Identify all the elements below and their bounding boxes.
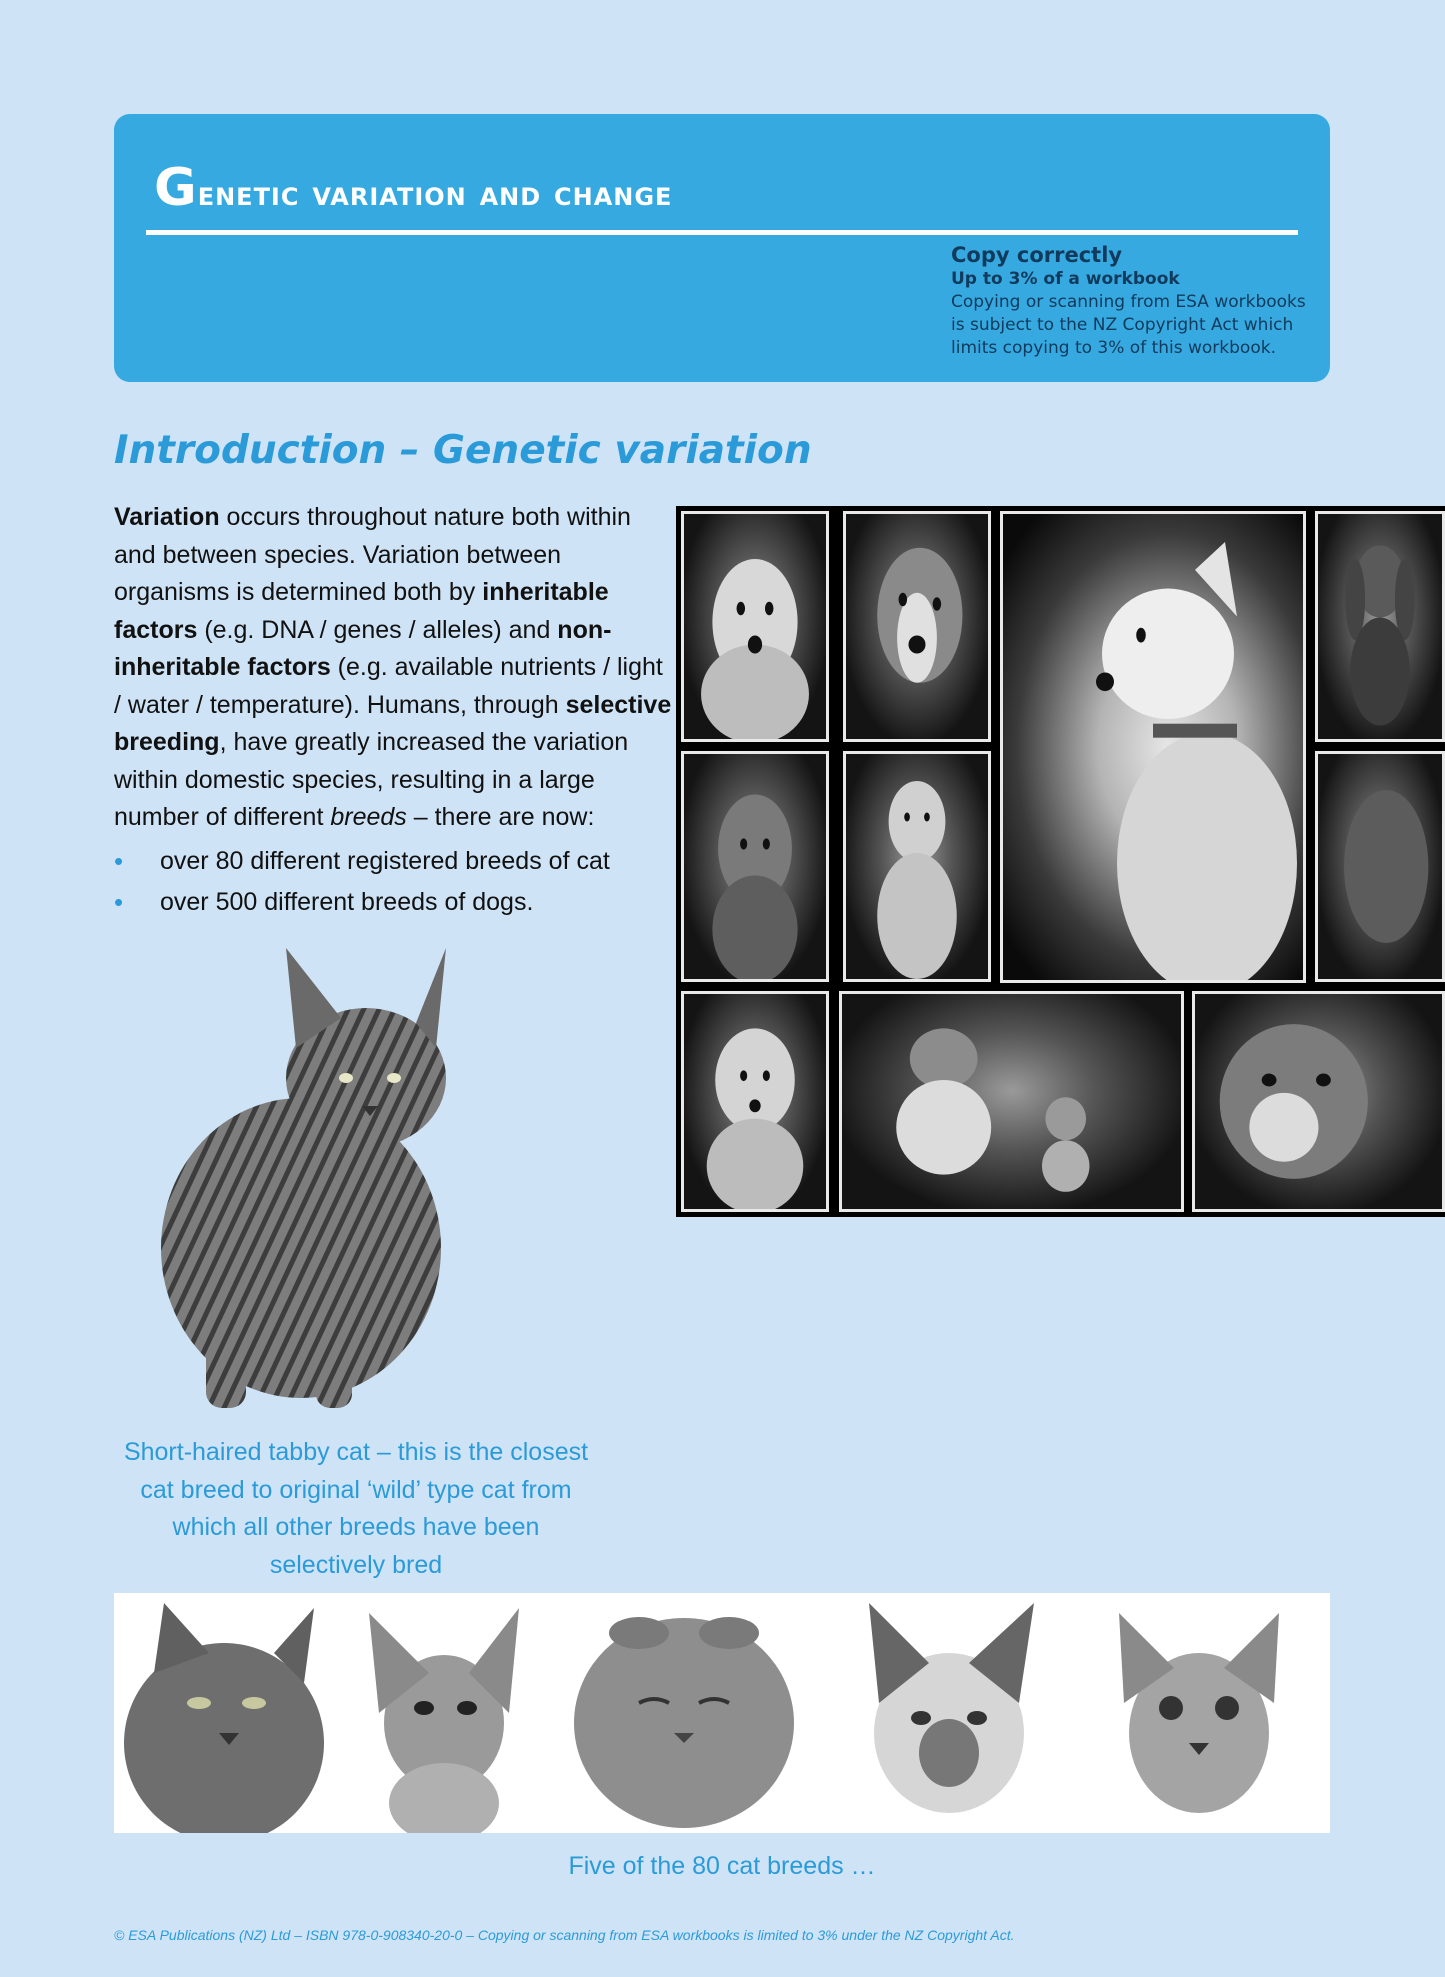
copy-notice-line: is subject to the NZ Copyright Act which — [951, 315, 1294, 335]
list-item — [114, 841, 674, 882]
intro-term: breeds — [330, 803, 407, 831]
intro-term: inheritable factors — [114, 578, 609, 644]
copyright-notice — [951, 242, 1321, 360]
copy-notice-line: Copying or scanning from ESA workbooks — [951, 292, 1306, 312]
cat-breeds-strip — [114, 1593, 1330, 1833]
section-title: Introduction – Genetic variation — [114, 428, 812, 473]
list-item — [114, 882, 674, 923]
intro-term: non-inheritable factors — [114, 615, 612, 681]
labrador-photo — [681, 511, 829, 742]
list-item-text: over 80 different registered breeds of cat — [160, 847, 610, 875]
intro-paragraph — [114, 499, 674, 837]
griffon-photo — [1315, 751, 1445, 982]
intro-text: occurs throughout nature both within and between species. Variation between organisms is determined both by — [114, 503, 631, 606]
copy-notice-subheading: Up to 3% of a workbook — [951, 269, 1180, 289]
boxer-closeup-photo — [1192, 991, 1445, 1212]
intro-text: (e.g. DNA / genes / alleles) and — [197, 615, 558, 644]
siamese-cat-face — [849, 1593, 1049, 1833]
intro-text: , have greatly increased the variation within domestic species, resulting in a large number of different — [114, 728, 629, 831]
dog-breeds-collage — [676, 506, 1445, 1217]
boxer-photo — [843, 511, 991, 742]
chapter-header — [114, 114, 1330, 382]
terrier-photo — [1000, 511, 1306, 983]
yorkshire-terrier-photo — [681, 751, 829, 982]
copy-notice-line: limits copying to 3% of this workbook. — [951, 338, 1276, 358]
bullet-icon: • — [114, 846, 124, 876]
tabby-cat-caption: Short-haired tabby cat – this is the closest cat breed to original ‘wild’ type cat from which all other breeds have been selectively bred — [123, 1438, 589, 1579]
bengal-cat-face — [1099, 1593, 1299, 1833]
golden-retriever-photo — [681, 991, 829, 1212]
scottish-fold-cat-face — [559, 1593, 809, 1833]
tabby-cat-face — [114, 1593, 344, 1833]
intro-text: (e.g. available nutrients / light / water / temperature). Humans, through — [114, 653, 663, 719]
spaniel-photo — [1315, 511, 1445, 742]
bullet-icon: • — [114, 887, 124, 917]
intro-text: – there are now: — [406, 803, 595, 831]
cat-strip-caption: Five of the 80 cat breeds … — [568, 1852, 876, 1880]
copyright-footer: © ESA Publications (NZ) Ltd – ISBN 978-0-908340-20-0 – Copying or scanning from ESA workbooks is limited to 3% under the NZ Copyright Act. — [114, 1927, 1015, 1943]
title-divider — [146, 230, 1298, 235]
golden-retriever-sitting-photo — [843, 751, 991, 982]
spaniel-and-chihuahua-photo — [839, 991, 1184, 1212]
list-item-text: over 500 different breeds of dogs. — [160, 888, 534, 916]
tabby-cat-photo — [116, 938, 516, 1428]
sphynx-cat-face — [359, 1593, 529, 1833]
breed-count-list — [114, 841, 674, 923]
copy-notice-heading: Copy correctly — [951, 243, 1123, 267]
chapter-title: Genetic variation and change — [154, 158, 673, 218]
intro-term: Variation — [114, 503, 220, 531]
intro-term: selective breeding — [114, 690, 672, 756]
